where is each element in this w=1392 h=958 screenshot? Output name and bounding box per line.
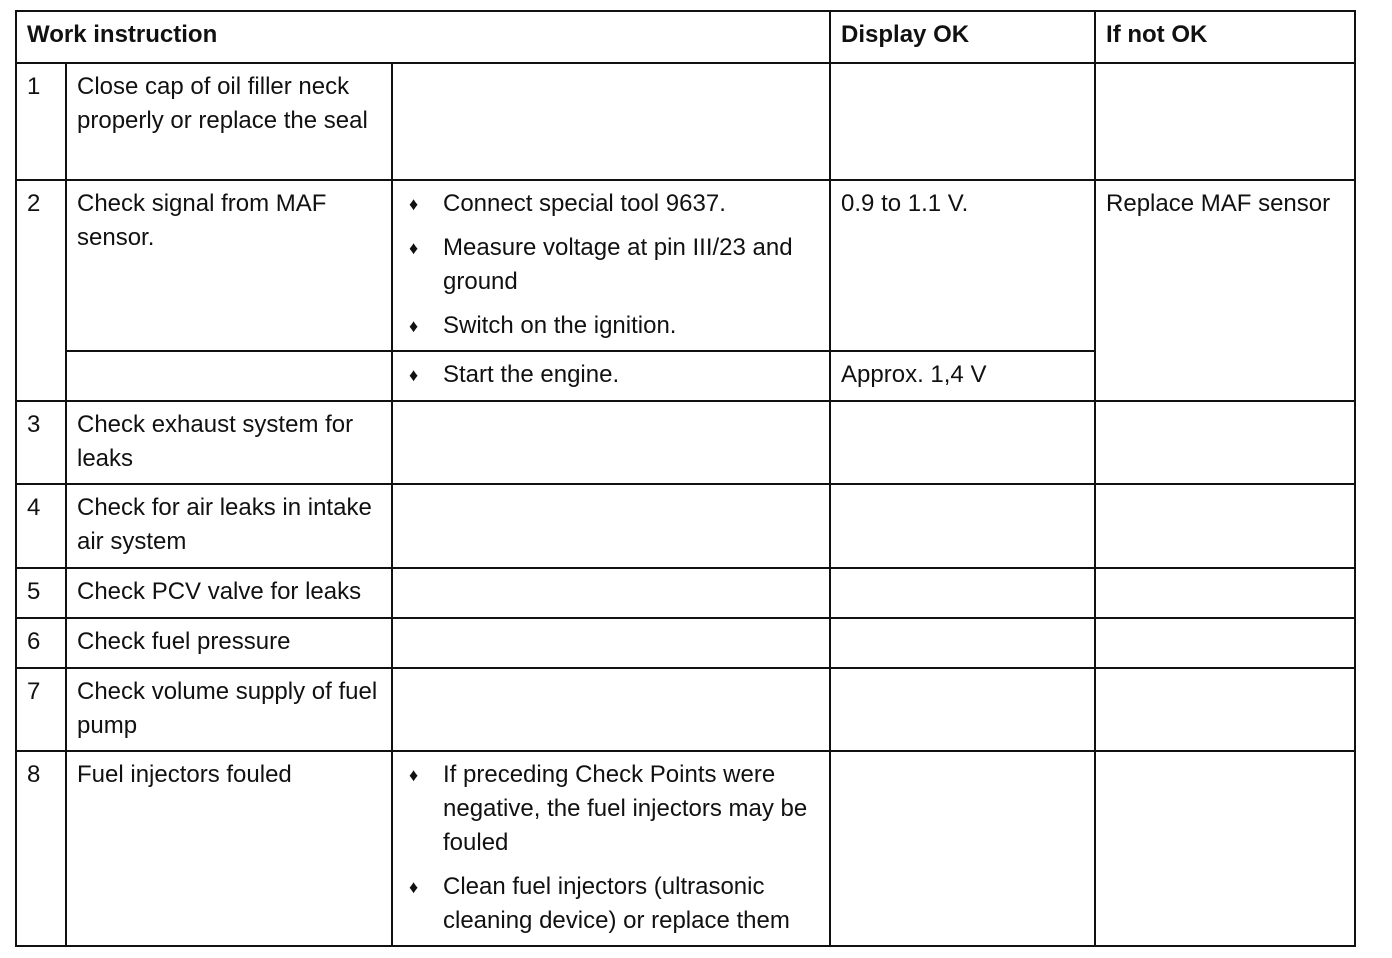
step-number: 8 [16, 751, 66, 946]
diamond-bullet-icon: ♦ [409, 194, 419, 214]
action-text: Measure voltage at pin III/23 and ground [443, 234, 793, 295]
action-text: If preceding Check Points were negative, the fuel injectors may be fouled [443, 761, 808, 856]
step-instruction: Check signal from MAF sensor. [66, 180, 392, 351]
table-row [16, 63, 1355, 180]
step-number: 6 [16, 618, 66, 668]
step-number: 4 [16, 484, 66, 568]
step-display-ok [830, 668, 1095, 751]
table-row [16, 668, 1355, 751]
header-work-instruction: Work instruction [16, 11, 830, 63]
step-number: 7 [16, 668, 66, 751]
step-actions [392, 63, 830, 180]
step-actions [392, 568, 830, 618]
step-if-not-ok [1095, 63, 1355, 180]
action-text: Connect special tool 9637. [443, 190, 726, 217]
action-item [403, 870, 819, 938]
step-number: 1 [16, 63, 66, 180]
step-if-not-ok [1095, 751, 1355, 946]
diamond-bullet-icon: ♦ [409, 877, 419, 897]
step-actions [392, 401, 830, 484]
step-instruction: Check volume supply of fuel pump [66, 668, 392, 751]
step-display-ok [830, 751, 1095, 946]
step-instruction: Fuel injectors fouled [66, 751, 392, 946]
step-if-not-ok [1095, 484, 1355, 568]
step-actions [392, 618, 830, 668]
action-list [403, 187, 819, 343]
step-display-ok [830, 63, 1095, 180]
action-item [403, 358, 819, 392]
action-item [403, 309, 819, 343]
work-instruction-table [15, 10, 1356, 947]
table-row [16, 618, 1355, 668]
action-list [403, 758, 819, 938]
table-row [16, 484, 1355, 568]
step-instruction: Check for air leaks in intake air system [66, 484, 392, 568]
table-row [16, 568, 1355, 618]
step-if-not-ok: Replace MAF sensor [1095, 180, 1355, 401]
step-display-ok [830, 484, 1095, 568]
step-number: 3 [16, 401, 66, 484]
step-if-not-ok [1095, 668, 1355, 751]
step-display-ok [830, 401, 1095, 484]
step-display-ok [830, 618, 1095, 668]
step-number: 2 [16, 180, 66, 401]
diamond-bullet-icon: ♦ [409, 365, 419, 385]
action-item [403, 187, 819, 221]
step-instruction: Check fuel pressure [66, 618, 392, 668]
step-actions [392, 751, 830, 946]
diamond-bullet-icon: ♦ [409, 316, 419, 336]
action-item [403, 231, 819, 299]
step-instruction [66, 351, 392, 401]
step-if-not-ok [1095, 618, 1355, 668]
step-display-ok [830, 568, 1095, 618]
table-row [16, 751, 1355, 946]
action-text: Switch on the ignition. [443, 312, 677, 339]
step-actions [392, 351, 830, 401]
diamond-bullet-icon: ♦ [409, 238, 419, 258]
table-row [16, 180, 1355, 351]
step-actions [392, 484, 830, 568]
step-actions [392, 180, 830, 351]
step-number: 5 [16, 568, 66, 618]
step-instruction: Close cap of oil filler neck properly or replace the seal [66, 63, 392, 180]
header-display-ok: Display OK [830, 11, 1095, 63]
step-if-not-ok [1095, 568, 1355, 618]
action-text: Clean fuel injectors (ultrasonic cleaning device) or replace them [443, 873, 790, 934]
header-row [16, 11, 1355, 63]
header-if-not-ok: If not OK [1095, 11, 1355, 63]
step-if-not-ok [1095, 401, 1355, 484]
table-row [16, 401, 1355, 484]
action-list [403, 358, 819, 392]
step-instruction: Check exhaust system for leaks [66, 401, 392, 484]
step-actions [392, 668, 830, 751]
action-text: Start the engine. [443, 361, 620, 388]
diamond-bullet-icon: ♦ [409, 765, 419, 785]
step-display-ok: Approx. 1,4 V [830, 351, 1095, 401]
step-instruction: Check PCV valve for leaks [66, 568, 392, 618]
step-display-ok: 0.9 to 1.1 V. [830, 180, 1095, 351]
action-item [403, 758, 819, 860]
